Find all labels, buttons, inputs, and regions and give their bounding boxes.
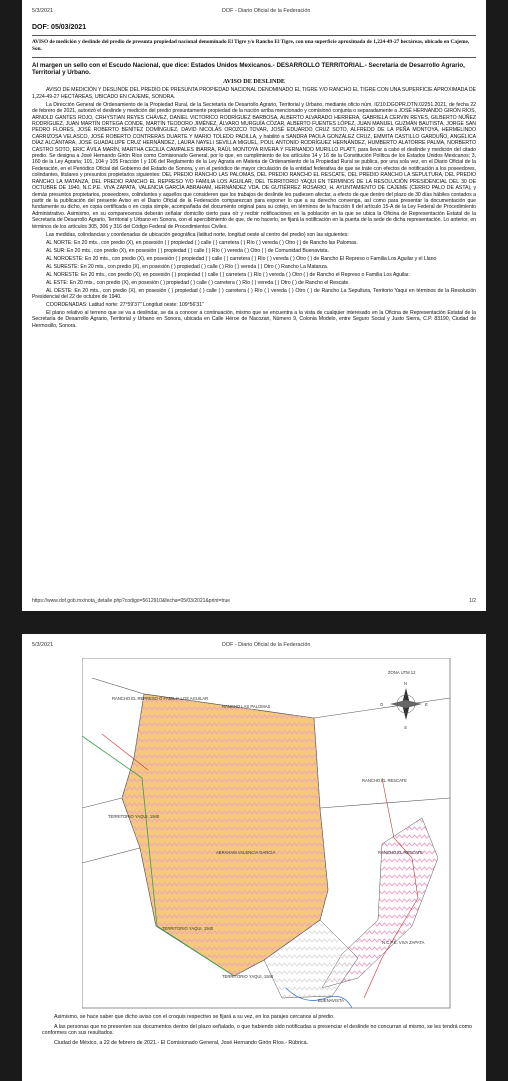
section-title: AVISO DE DESLINDE [222,78,286,86]
paragraph: AL SURESTE: En 20 mts., con predio (X), en posesión ( ) propiedad ( ) calle ( ) Río ( ) vereda ( ) Otro ( ) Rancho La Matanza. [46,263,329,270]
print-header [32,8,476,17]
label-rancho-rescate-top: RANCHO EL RESCATE [362,778,407,783]
header-date: 5/3/2021 [32,642,53,648]
label-ncpe: N.C.P.E. VIVA ZAPATA [382,940,425,945]
paragraph: AL SUR: En 20 mts., con predio (X), en posesión ( ) propiedad ( ) calle ( ) Río ( ) vereda ( ) Otro ( ) de Comunidad Buenavista. [46,247,329,254]
paragraph: La Dirección General de Ordenamiento de la Propiedad Rural, de la Secretaría de Desarrollo Agrario, Territorial y Urbano, mediante oficio núm. II210.DGOPR.DTN.02251.2021, de fecha 22 de febrero de 2021, autorizó el deslinde y medición del predio presuntamente propiedad de la nación arriba mencionado y comisionó conjunta o separadamente a JOSÉ HERNANDO GIRÓN RÍOS, ARNOLD GANTES ROJO, CRHYSTIAN REYES CHÁVEZ, DANIEL VICTORICO RODRÍGUEZ BARBOSA, ALBERTO ALVARADO HERRERA, GABRIELA CERVIN REYES, GILBERTO NÚÑEZ RODRÍGUEZ, JUAN MARTÍN ORTEGA CONDE, MARTÍN TEODORO JIMÉNEZ, ÁLVARO MURGUÍA CÓZAR, ALBERTO FUENTES LÓPEZ, JUAN MANUEL GUZMÁN BAUTISTA, JORGE SAN PEDRO FLORES, JOSÉ ROBERTO BENÍTEZ DOMÍNGUEZ, DAVID NICOLÁS OROZCO TOVAR, JOSÉ EDUARDO CRUZ SOTO, ALFREDO DE LA PEÑA MONTOYA, HERMELINDO CARRIZOSA VELASCO, JOSÉ ROBERTO CONTRERAS DUARTE Y MARIO TOLEDO PADILLA, y habilitó a SANDRA PAOLA GONZÁLEZ CRUZ, EMMITA CASTILLO GARDUÑO, ANGÉLICA DÍAZ ALCÁNTARA, JOSÉ GUADALUPE CRUZ HERNÁNDEZ, LAURA NAYELI SEVILLA MIGUEL, POUL ANTONIO RODRÍGUEZ HERNÁNDEZ, HUMBERTO ALATORRE PALMA, NORBERTO CASTRO SOTO, ERIC ÁVILA MARÍN, MARTHA CECILIA CAMPALES IBARRA, RAÚL MONTOYA RIVERA Y FERNANDO MURILLO PLATT, para llevar a cabo el deslinde y medición del citado predio. Se designa a José Hernando Girón Ríos como Comisionado General, por lo que, en cumplimiento de los artículos 14 y 16 de la Constitución Política de los Estados Unidos Mexicanos; 3, 160 de la Ley Agraria; 101, 104 y 105 Fracción I y 106 del Reglamento de la Ley Agraria en Materia de Ordenamiento de la Propiedad Rural se publica, por una sola vez, en el Diario Oficial de la Federación, en el Periódico Oficial del Gobierno del Estado de Sonora, y en el periódico de mayor circulación de la entidad federativa de que se trate con efectos de notificación a los poseedores, colindantes, titulares y presuntos propietarios siguientes: DEL PREDIO RANCHO LAS PALOMAS, DEL PREDIO RANCHO EL RESCATE, DEL PREDIO RANCHO LA SEPULTURA, DEL PREDIO RANCHO LA MATANZA, DEL PREDIO RANCHO EL REPRESO Y/O FAMILIA LOS AGUILAR, DEL TERRITORIO YAQUI EN TÉRMINOS DE LA RESOLUCIÓN PRESIDENCIAL DEL 30 DE OCTUBRE DE 1940, N.C.P.E. VIVA ZAPATA, VALENCIA GARCÍA ABRAHAM, HERNÁNDEZ VDA. DE GUTIÉRREZ ROSARIO, H. AYUNTAMIENTO DE CAJEME (CERRO PALO DE ASTA), y demás presuntos propietarios, poseedores, colindantes y aquellos que consideren que los trabajos de deslinde les pudiesen afectar, a efecto de que dentro del plazo de 30 días hábiles contados a partir de la publicación del presente Aviso en el Diario Oficial de la Federación comparezcan para exponer lo que a su derecho convenga, así como para presentar la documentación que fundamente su dicho, en copia certificada o en copia simple, acompañada del documento original para su cotejo, en términos de la fracción II del artículo 15-A de la Ley Federal de Procedimiento Administrativo. Asimismo, en su comparecencia deberán señalar domicilio cierto para oír y recibir notificaciones en la población en la que se ubica la Oficina de Representación Estatal de la Secretaría de Desarrollo Agrario, Territorial y Urbano en Sonora, con el apercibimiento de que, de no hacerlo, se fijará la notificación en la puerta de la sede de dicha representación. Lo anterior, en términos de los artículos 305, 306 y 316 del Código Federal de Procedimientos Civiles. [32,101,476,230]
paragraph: COORDENADAS: Latitud norte: 27°59'37" Longitud oeste: 109°56'31" [46,301,204,308]
header-date: 5/3/2021 [32,8,53,14]
zone-label: ZONA UTM 12 [388,670,416,675]
paragraph: Asimismo, se hace saber que dicho aviso con el croquis respectivo se fijará a su vez, en los parajes cercanos al predio. [54,1014,335,1020]
footer-page-number: 1/2 [469,598,476,604]
compass-s: S [404,725,407,730]
page2-body [42,1014,472,1049]
dof-date: DOF: 05/03/2021 [32,24,87,31]
margin-note: Al margen un sello con el Escudo Nacional, que dice: Estados Unidos Mexicanos.- DESARROLLO TERRITORIAL.- Secretaría de Desarrollo Agrario, Territorial y Urbano. [32,62,465,77]
document-body [32,87,476,329]
header-title: DOF - Diario Oficial de la Federación [222,642,311,648]
print-header [32,642,476,651]
paragraph: AL ESTE: En 20 mts., con predio (X), en posesión ( ) propiedad ( ) calle ( ) carretera ( ) Río ( ) vereda ( ) Otro ( ) de Rancho el Rescate. [46,279,350,286]
compass-n: N [404,681,408,686]
paragraph: AL NORTE: En 20 mts., con predio (X), en posesión ( ) propiedad ( ) calle ( ) carretera ( ) Río ( ) vereda ( ) Otro ( ) de Rancho las Palomas. [46,239,358,246]
label-rancho-represo: RANCHO EL REPRESO O FAMILIA LOS AGUILAR [112,696,209,701]
document-page-2 [22,634,486,1081]
paragraph: AL OESTE: En 20 mts., con predio (X), en posesión ( ) propiedad ( ) calle ( ) carretera ( ) Río ( ) vereda ( ) Otro ( ) de Rancho La Sepultura, Territorio Yaqui en términos de la Resolución Presidencial del 22 de octubre de 1940. [32,287,476,300]
label-abraham: ABRAHAM VALENCIA GARCÍA [216,850,276,855]
paragraph: AL NORESTE: En 20 mts., con predio (X), en posesión ( ) propiedad ( ) calle ( ) carretera ( ) Río ( ) vereda ( ) Otro ( ) de Rancho el Represo o Familia Los Aguilar. [46,271,410,278]
compass-o: O [380,702,384,707]
aviso-title: AVISO de medición y deslinde del predio de presunta propiedad nacional denominado El Tigre y/o Rancho El Tigre, con una superficie aproximada de 1,224-49-27 hectáreas, ubicado en Cajeme, Son. [32,39,470,52]
divider [32,57,476,58]
deslinde-map [82,658,452,1010]
signature-line: Ciudad de México, a 22 de febrero de 2021.- El Comisionado General, José Hernando Girón Ríos.- Rúbrica. [54,1039,309,1046]
document-page-1 [22,0,486,611]
header-title: DOF - Diario Oficial de la Federación [222,8,311,14]
paragraph: AVISO DE MEDICIÓN Y DESLINDE DEL PREDIO DE PRESUNTA PROPIEDAD NACIONAL DENOMINADO EL TIGRE Y/O RANCHO EL TIGRE CON UNA SUPERFICIE APROXIMADA DE 1,224-49-27 HECTÁREAS, UBICADO EN CAJEME, SONORA. [32,87,476,100]
map-svg [82,658,452,1010]
paragraph: A las personas que no presenten sus documentos dentro del plazo señalado, o que habiendo sido notificadas a presenciar el deslinde no concurran al mismo, se les tendrá como conformes con sus resultados. [42,1023,472,1037]
print-footer [32,598,476,604]
footer-url[interactable]: https://www.dof.gob.mx/nota_detalle.php?codigo=5612910&fecha=05/03/2021&print=true [32,598,231,604]
label-rancho-rescate-right: RANCHO EL RESCATE [378,850,423,855]
paragraph: AL NOROESTE: En 20 mts., con predio (X), en posesión ( ) propiedad ( ) calle ( ) carretera ( ) Río ( ) vereda ( ) Otro ( ) de Rancho El Represo o Familia Los Aguilar y el Llano [46,255,437,262]
paragraph: Las medidas, colindancias y coordenadas de ubicación geográfica (latitud norte, longitud oeste al centro del predio) son las siguientes: [46,231,349,238]
label-territorio-yaqui-3: TERRITORIO YAQUI, 1940 [222,974,274,979]
label-territorio-yaqui-2: TERRITORIO YAQUI, 1940 [162,926,214,931]
label-buenavista: BUENAVISTA [318,998,344,1003]
label-rancho-palomas: RANCHO LAS PALOMAS [222,704,271,709]
divider [32,35,476,36]
paragraph: El plano relativo al terreno que se va a deslindar, se da a conocer a continuación, mismo que se encuentra a la vista de cualquier interesado en la Oficina de Representación Estatal de la Secretaría de Desarrollo Agrario, Territorial y Urbano en Sonora, ubicada en Calle Héroe de Nacozari, Número 9, Colonia Modelo, entre Seguro Social y Justo Sierra, C.P. 83190, Ciudad de Hermosillo, Sonora. [32,309,476,329]
label-territorio-yaqui-1: TERRITORIO YAQUI, 1940 [108,814,160,819]
compass-e: E [425,702,428,707]
